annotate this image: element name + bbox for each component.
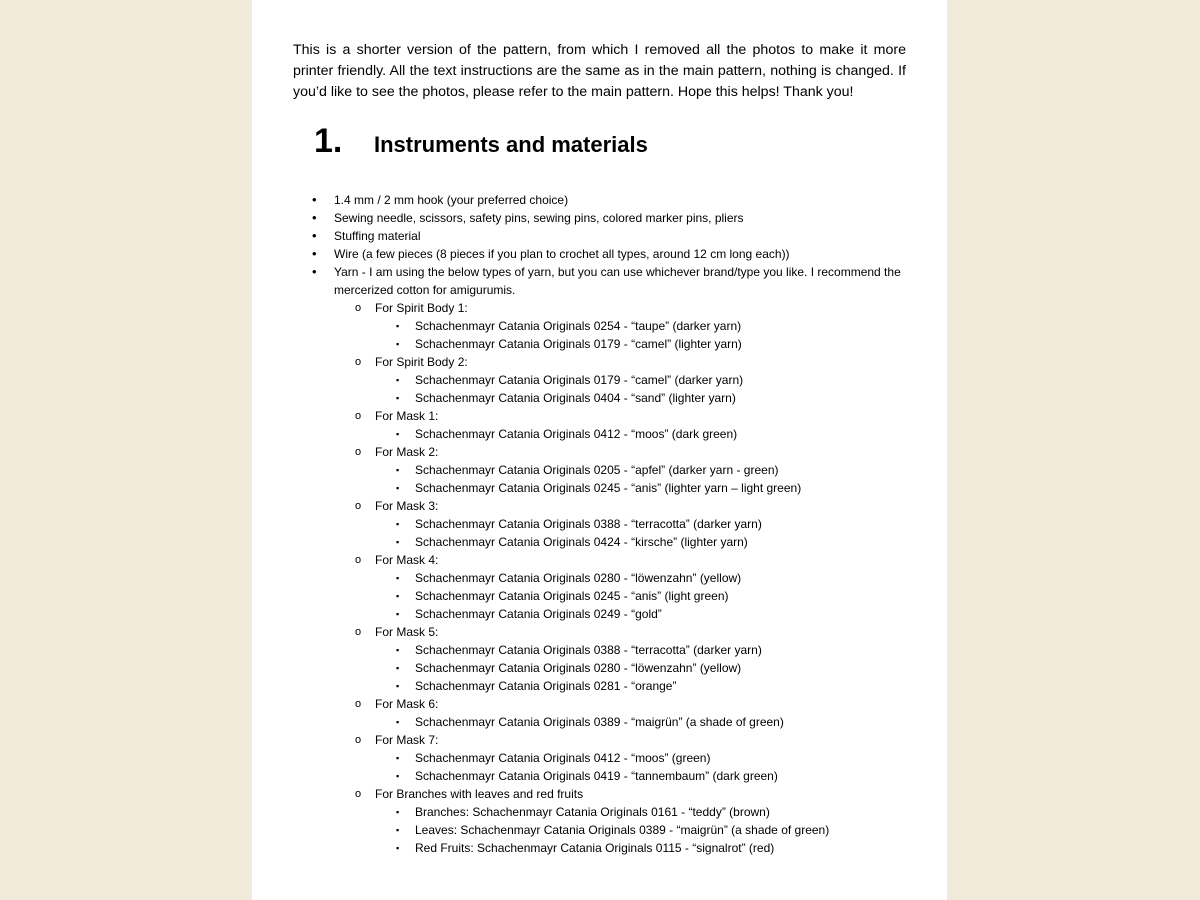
list-marker-circle: o	[355, 446, 362, 458]
list-item	[252, 245, 947, 263]
list-item	[252, 749, 947, 767]
list-item-text: Schachenmayr Catania Originals 0280 - “löwenzahn” (yellow)	[415, 661, 742, 675]
list-marker-square: ▪	[396, 573, 400, 583]
list-item	[252, 407, 947, 425]
list-item-text: For Mask 3:	[375, 499, 439, 513]
list-item-text: Schachenmayr Catania Originals 0388 - “terracotta” (darker yarn)	[415, 643, 762, 657]
list-item-text: For Mask 7:	[375, 733, 439, 747]
list-item	[252, 371, 947, 389]
list-item	[252, 389, 947, 407]
list-marker-square: ▪	[396, 663, 400, 673]
list-item	[252, 209, 947, 227]
list-item-text: For Mask 1:	[375, 409, 439, 423]
list-item-text: Schachenmayr Catania Originals 0280 - “löwenzahn” (yellow)	[415, 571, 742, 585]
list-marker-bullet: •	[312, 246, 317, 261]
list-marker-circle: o	[355, 734, 362, 746]
list-item	[252, 605, 947, 623]
section-heading	[314, 122, 648, 161]
list-item	[252, 767, 947, 785]
list-marker-circle: o	[355, 500, 362, 512]
list-marker-square: ▪	[396, 537, 400, 547]
list-marker-square: ▪	[396, 321, 400, 331]
list-marker-square: ▪	[396, 825, 400, 835]
list-item-text: Schachenmayr Catania Originals 0419 - “tannembaum” (dark green)	[415, 769, 778, 783]
list-item-text: Schachenmayr Catania Originals 0412 - “moos” (dark green)	[415, 427, 738, 441]
materials-list	[252, 191, 947, 857]
list-item	[252, 227, 947, 245]
list-item	[252, 263, 947, 299]
list-item-text: For Spirit Body 2:	[375, 355, 468, 369]
list-marker-square: ▪	[396, 609, 400, 619]
list-item	[252, 641, 947, 659]
list-item-text: Wire (a few pieces (8 pieces if you plan to crochet all types, around 12 cm long each))	[334, 247, 790, 261]
list-item-text: Schachenmayr Catania Originals 0249 - “gold”	[415, 607, 662, 621]
list-marker-square: ▪	[396, 483, 400, 493]
list-item	[252, 353, 947, 371]
list-item-text: Leaves: Schachenmayr Catania Originals 0389 - “maigrün” (a shade of green)	[415, 823, 830, 837]
list-item	[252, 497, 947, 515]
list-item-text: Schachenmayr Catania Originals 0245 - “anis” (light green)	[415, 589, 729, 603]
list-item-text: Sewing needle, scissors, safety pins, sewing pins, colored marker pins, pliers	[334, 211, 744, 225]
list-item-text: Red Fruits: Schachenmayr Catania Originals 0115 - “signalrot” (red)	[415, 841, 775, 855]
list-item	[252, 731, 947, 749]
list-item-text: Schachenmayr Catania Originals 0245 - “anis” (lighter yarn – light green)	[415, 481, 802, 495]
list-marker-square: ▪	[396, 681, 400, 691]
list-item-text: Yarn - I am using the below types of yarn, but you can use whichever brand/type you like. I recommend the mercerized cotton for amigurumis.	[334, 265, 901, 297]
list-marker-square: ▪	[396, 393, 400, 403]
list-item	[252, 785, 947, 803]
list-item-text: For Spirit Body 1:	[375, 301, 468, 315]
list-marker-square: ▪	[396, 843, 400, 853]
list-item	[252, 569, 947, 587]
list-marker-bullet: •	[312, 264, 317, 279]
list-marker-circle: o	[355, 410, 362, 422]
list-item-text: Branches: Schachenmayr Catania Originals 0161 - “teddy” (brown)	[415, 805, 770, 819]
list-item-text: For Mask 5:	[375, 625, 439, 639]
list-item-text: Schachenmayr Catania Originals 0389 - “maigrün” (a shade of green)	[415, 715, 784, 729]
intro-paragraph: This is a shorter version of the pattern, from which I removed all the photos to make it more printer friendly. All the text instructions are the same as in the main pattern, nothing is changed. If you’d like to see the photos, please refer to the main pattern. Hope this helps! Thank you!	[293, 42, 906, 100]
list-marker-circle: o	[355, 302, 362, 314]
list-marker-square: ▪	[396, 465, 400, 475]
list-item-text: For Mask 6:	[375, 697, 439, 711]
list-item	[252, 335, 947, 353]
list-item	[252, 533, 947, 551]
list-item	[252, 191, 947, 209]
list-marker-bullet: •	[312, 210, 317, 225]
list-item-text: Schachenmayr Catania Originals 0179 - “camel” (darker yarn)	[415, 373, 744, 387]
list-item	[252, 839, 947, 857]
list-item-text: Schachenmayr Catania Originals 0179 - “camel” (lighter yarn)	[415, 337, 742, 351]
list-marker-circle: o	[355, 698, 362, 710]
list-marker-square: ▪	[396, 339, 400, 349]
list-marker-square: ▪	[396, 519, 400, 529]
list-item	[252, 515, 947, 533]
list-item	[252, 695, 947, 713]
list-item-text: Stuffing material	[334, 229, 421, 243]
list-item	[252, 821, 947, 839]
list-item-text: For Mask 4:	[375, 553, 439, 567]
list-item	[252, 317, 947, 335]
list-item	[252, 479, 947, 497]
list-item-text: Schachenmayr Catania Originals 0424 - “kirsche” (lighter yarn)	[415, 535, 748, 549]
list-marker-square: ▪	[396, 771, 400, 781]
list-marker-square: ▪	[396, 753, 400, 763]
list-marker-square: ▪	[396, 591, 400, 601]
list-item-text: Schachenmayr Catania Originals 0404 - “sand” (lighter yarn)	[415, 391, 736, 405]
list-marker-bullet: •	[312, 228, 317, 243]
list-marker-bullet: •	[312, 192, 317, 207]
list-marker-square: ▪	[396, 717, 400, 727]
list-item-text: Schachenmayr Catania Originals 0388 - “terracotta” (darker yarn)	[415, 517, 762, 531]
list-item	[252, 299, 947, 317]
list-item	[252, 461, 947, 479]
list-item	[252, 713, 947, 731]
list-marker-circle: o	[355, 788, 362, 800]
list-item	[252, 587, 947, 605]
section-number: 1.	[314, 122, 343, 160]
list-item-text: 1.4 mm / 2 mm hook (your preferred choice)	[334, 193, 569, 207]
list-marker-circle: o	[355, 626, 362, 638]
document-page	[252, 0, 947, 900]
list-item-text: Schachenmayr Catania Originals 0254 - “taupe” (darker yarn)	[415, 319, 742, 333]
list-item	[252, 803, 947, 821]
list-item-text: Schachenmayr Catania Originals 0205 - “apfel” (darker yarn - green)	[415, 463, 779, 477]
list-item	[252, 551, 947, 569]
list-marker-square: ▪	[396, 375, 400, 385]
list-item-text: Schachenmayr Catania Originals 0412 - “moos” (green)	[415, 751, 711, 765]
list-marker-square: ▪	[396, 429, 400, 439]
list-item-text: For Mask 2:	[375, 445, 439, 459]
list-marker-circle: o	[355, 554, 362, 566]
list-marker-circle: o	[355, 356, 362, 368]
list-marker-square: ▪	[396, 807, 400, 817]
list-item	[252, 443, 947, 461]
list-item-text: For Branches with leaves and red fruits	[375, 787, 584, 801]
list-item-text: Schachenmayr Catania Originals 0281 - “orange”	[415, 679, 677, 693]
list-item	[252, 677, 947, 695]
list-marker-square: ▪	[396, 645, 400, 655]
list-item	[252, 425, 947, 443]
section-title: Instruments and materials	[374, 132, 648, 157]
list-item	[252, 659, 947, 677]
list-item	[252, 623, 947, 641]
